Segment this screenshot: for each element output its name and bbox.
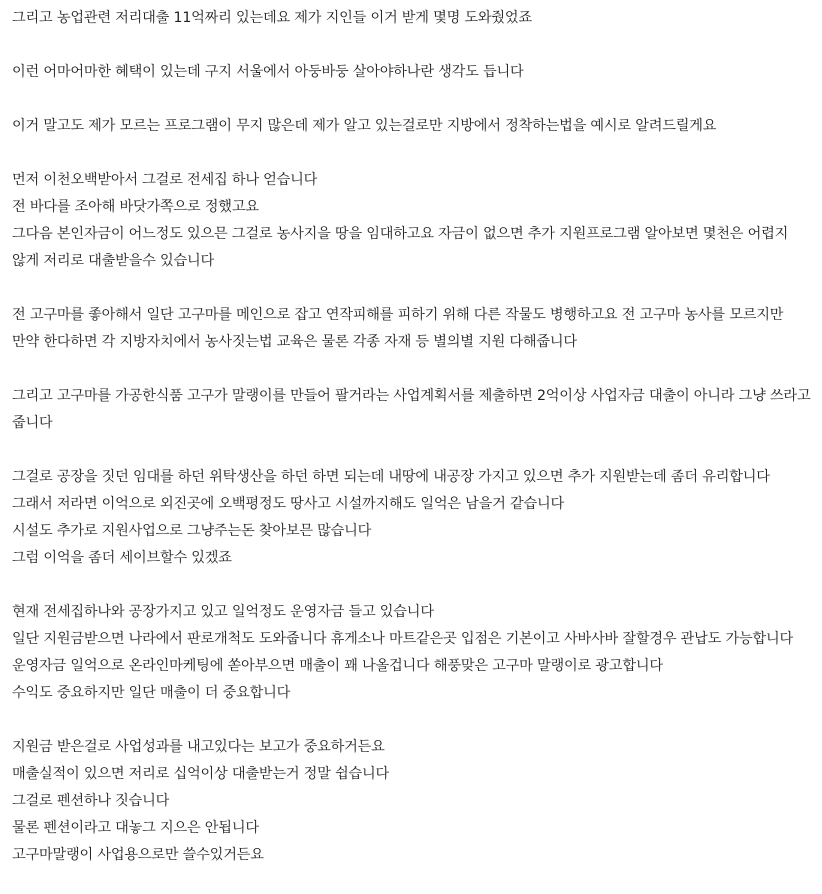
text-line: 현재 전세집하나와 공장가지고 있고 일억정도 운영자금 들고 있습니다 [12, 604, 434, 620]
paragraph-gap [12, 140, 812, 167]
text-line: 그걸로 공장을 짓던 임대를 하던 위탁생산을 하던 하면 되는데 내땅에 내공장 가지고 있으면 추가 지원받는데 좀더 유리합니다 그래서 저라면 이억으로 외진곳에 오백평정도 땅사고 시설까지해도 일억은 남을거 같습니다 [12, 469, 770, 512]
text-line: 그다음 본인자금이 어느정도 있으믄 그걸로 농사지을 땅을 임대하고요 자금이 없으면 추가 지원프로그램 알아보면 몇천은 어렵지 않게 저리로 대출받을수 있습니다 [12, 226, 789, 269]
text-line: 매출실적이 있으면 저리로 십억이상 대출받는거 정말 쉽습니다 [12, 766, 389, 782]
paragraph-gap [12, 32, 812, 59]
paragraph-gap [12, 275, 812, 302]
paragraph-gap [12, 86, 812, 113]
paragraph-gap [12, 572, 812, 599]
text-line: 운영자금 일억으로 온라인마케팅에 쏟아부으면 매출이 꽤 나올겁니다 해풍맞은 고구마 말랭이로 광고합니다 [12, 658, 663, 674]
text-line: 전 바다를 조아해 바닷가쪽으로 정했고요 [12, 199, 259, 215]
paragraph-gap [12, 356, 812, 383]
text-line: 시설도 추가로 지원사업으로 그냥주는돈 찾아보믄 많습니다 [12, 523, 372, 539]
text-line: 이거 말고도 제가 모르는 프로그램이 무지 많은데 제가 알고 있는걸로만 지방에서 정착하는법을 예시로 알려드릴게요 [12, 118, 717, 134]
text-line: 그리고 고구마를 가공한식품 고구가 말랭이를 만들어 팔거라는 사업계획서를 제출하면 2억이상 사업자금 대출이 아니라 그냥 쓰라고 줍니다 [12, 388, 811, 431]
text-line: 수익도 중요하지만 일단 매출이 더 중요합니다 [12, 685, 291, 701]
text-line: 그럼 이억을 좀더 세이브할수 있겠죠 [12, 550, 232, 566]
text-line: 물론 펜션이라고 대놓그 지으은 안됩니다 [12, 820, 259, 836]
text-line: 지원금 받은걸로 사업성과를 내고있다는 보고가 중요하거든요 [12, 739, 385, 755]
text-line: 이런 어마어마한 혜택이 있는데 구지 서울에서 아둥바둥 살아야하나란 생각도 듭니다 [12, 64, 524, 80]
text-line: 그걸로 펜션하나 짓습니다 [12, 793, 170, 809]
text-line: 전 고구마를 좋아해서 일단 고구마를 메인으로 잡고 연작피해를 피하기 위해 다른 작물도 병행하고요 전 고구마 농사를 모르지만 만약 한다하면 각 지방자치에서 농사짓는법 교육은 물론 각종 자재 등 별의별 지원 다해줍니다 [12, 307, 784, 350]
paragraph-gap [12, 707, 812, 734]
text-line: 그리고 농업관련 저리대출 11억짜리 있는데요 제가 지인들 이거 받게 몇명 도와줬었죠 [12, 10, 532, 26]
text-line: 고구마말랭이 사업용으로만 쓸수있거든요 [12, 847, 264, 863]
text-line: 일단 지원금받으면 나라에서 판로개척도 도와줍니다 휴게소나 마트같은곳 입점은 기본이고 사바사바 잘할경우 관납도 가능합니다 [12, 631, 793, 647]
paragraph-gap [12, 437, 812, 464]
text-line: 먼저 이천오백받아서 그걸로 전세집 하나 얻습니다 [12, 172, 318, 188]
